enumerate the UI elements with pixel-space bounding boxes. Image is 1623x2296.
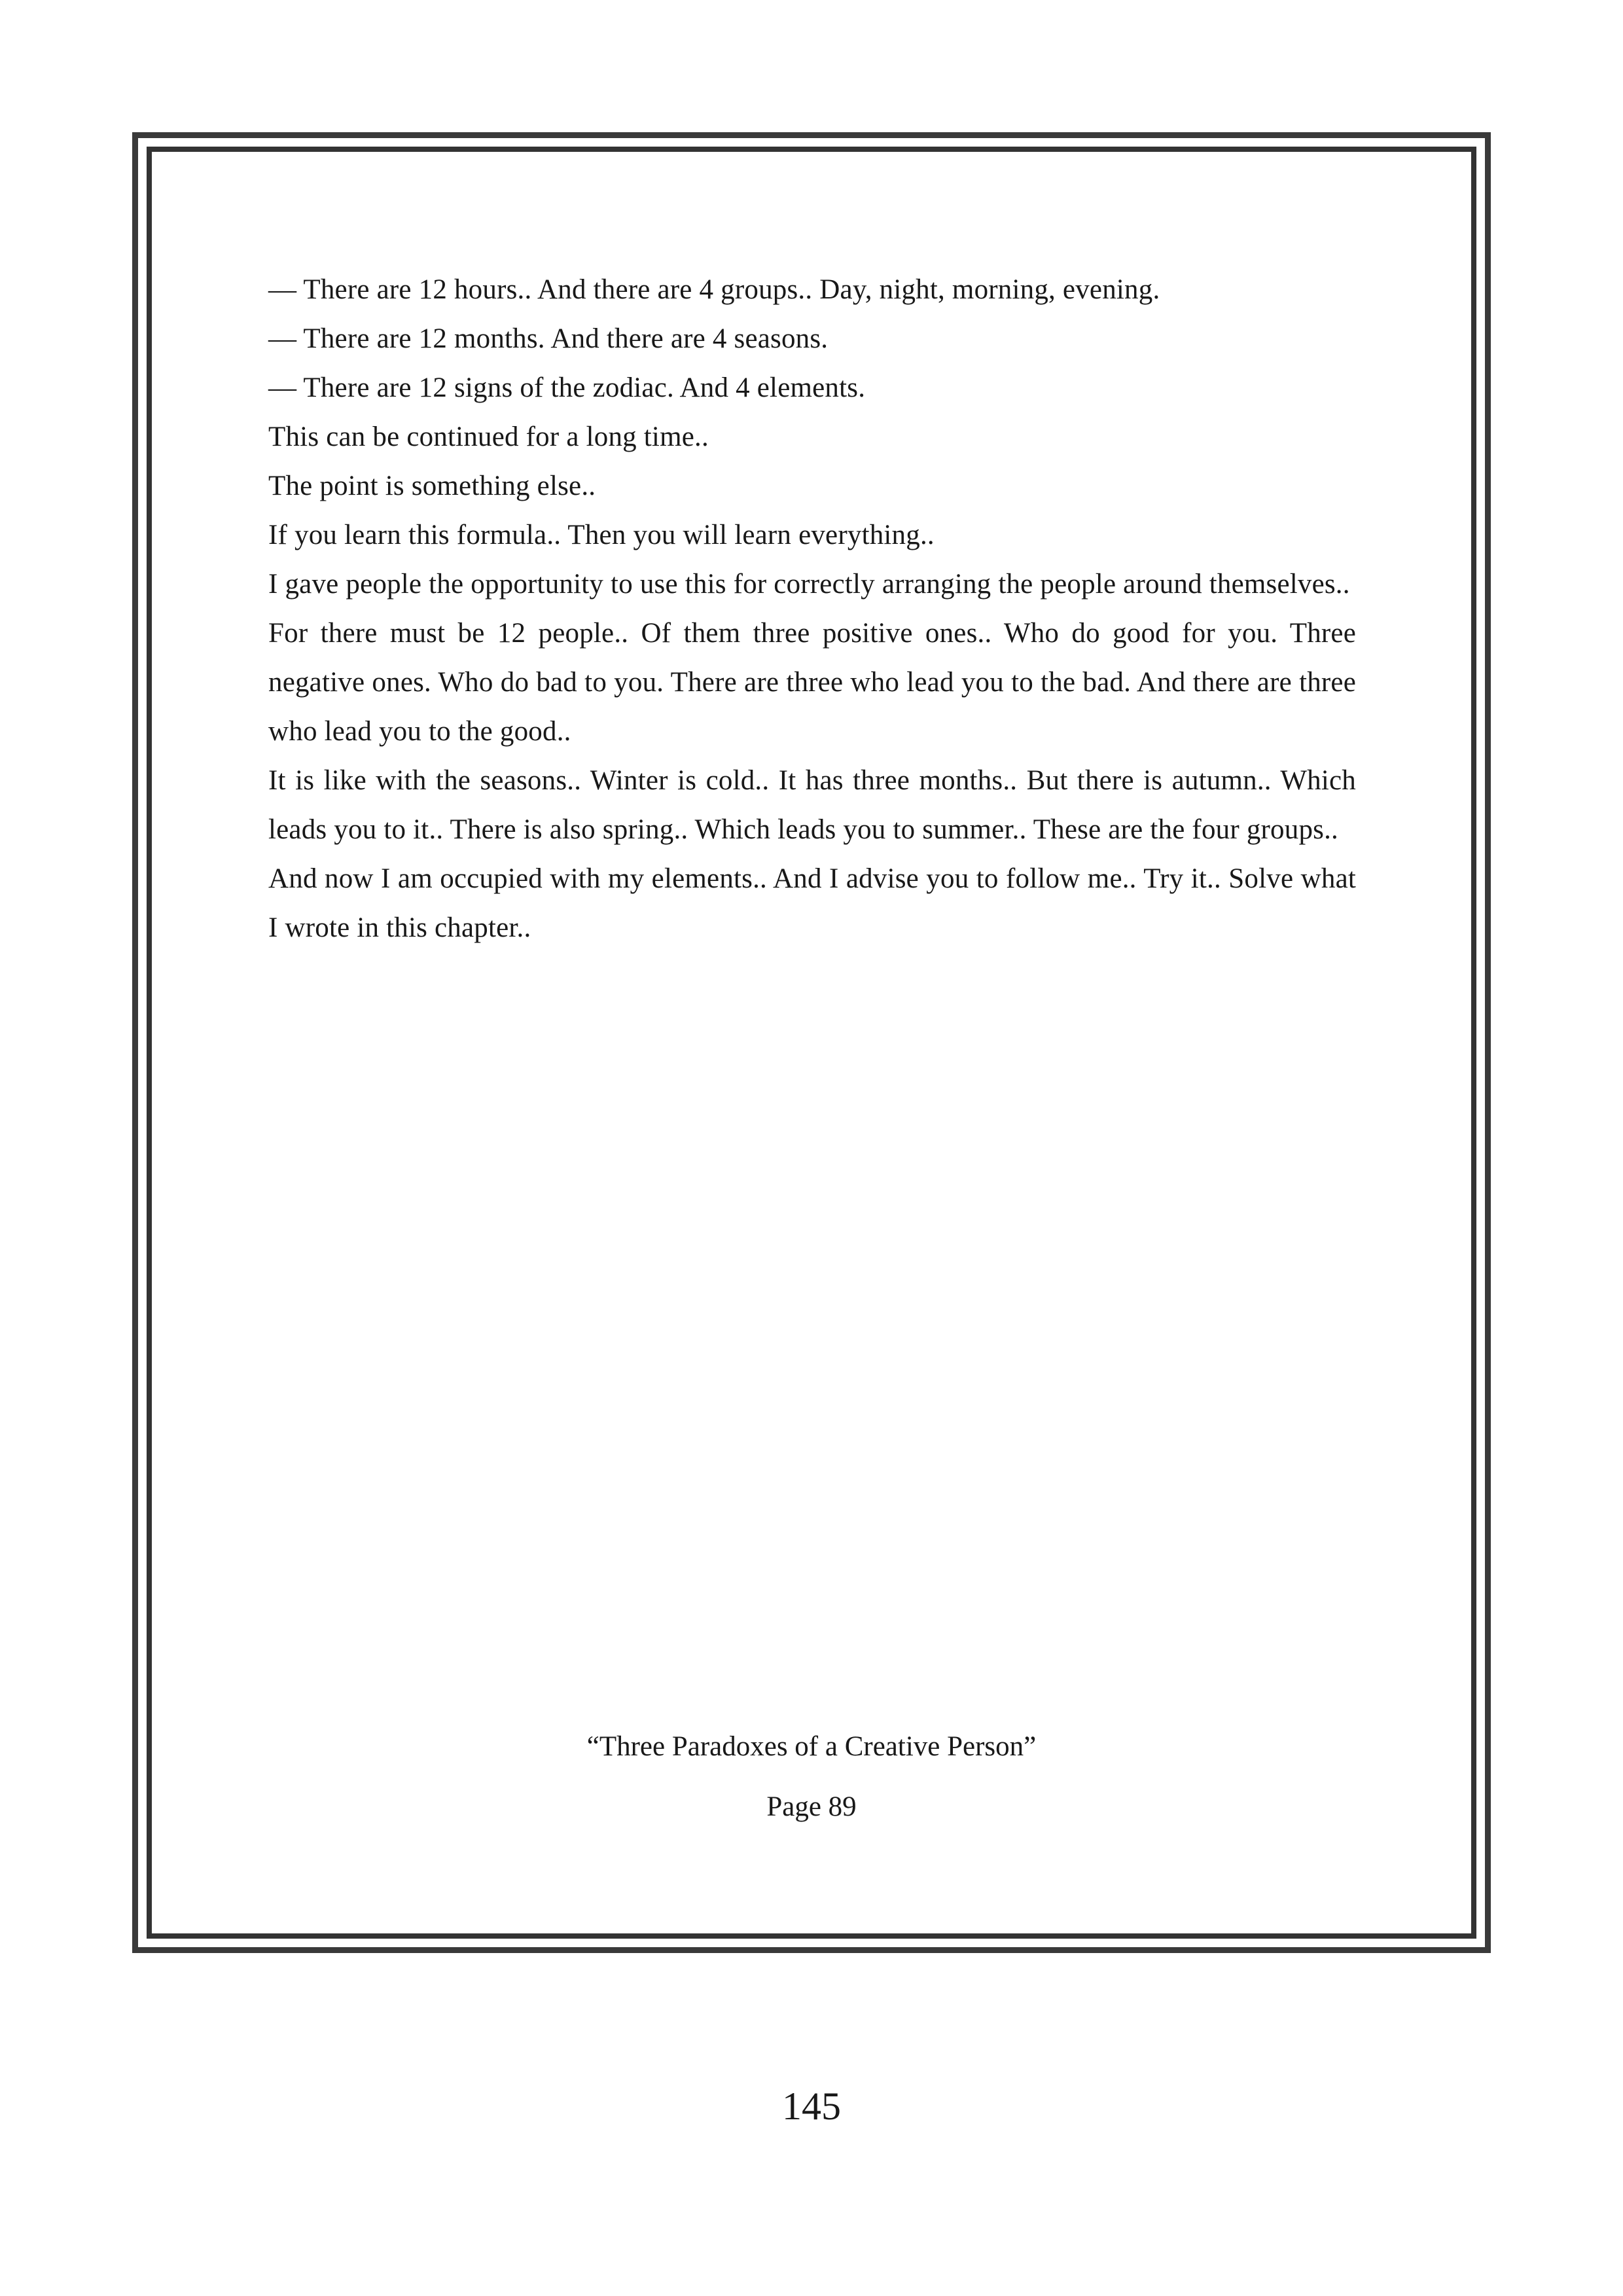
citation-title: “Three Paradoxes of a Creative Person” — [586, 1731, 1037, 1762]
citation-block — [0, 1717, 1623, 1837]
paragraph-continued: This can be continued for a long time.. — [268, 422, 709, 452]
citation-page-ref: Page 89 — [766, 1791, 857, 1822]
paragraph-gave-people: I gave people the opportunity to use this for correctly arranging the people around themselves.. — [268, 569, 1350, 600]
paragraph-dash-hours-groups: — There are 12 hours.. And there are 4 groups.. Day, night, morning, evening. — [268, 274, 1160, 305]
page-body-text — [268, 265, 1356, 952]
paragraph-elements-advice: And now I am occupied with my elements.. And I advise you to follow me.. Try it.. Solve what I wrote in this chapter.. — [268, 863, 1356, 943]
page-number: 145 — [782, 2085, 841, 2128]
paragraph-point: The point is something else.. — [268, 471, 596, 501]
paragraph-dash-zodiac-elements: — There are 12 signs of the zodiac. And 4 elements. — [268, 372, 866, 403]
paragraph-formula: If you learn this formula.. Then you will learn everything.. — [268, 520, 935, 550]
paragraph-twelve-people: For there must be 12 people.. Of them three positive ones.. Who do good for you. Three negative ones. Who do bad to you. There are three who lead you to the bad. And there are three who lead you to the good.. — [268, 618, 1356, 747]
paragraph-dash-months-seasons: — There are 12 months. And there are 4 seasons. — [268, 323, 829, 354]
paragraph-seasons-analogy: It is like with the seasons.. Winter is cold.. It has three months.. But there is autumn.. Which leads you to it.. There is also spring.. Which leads you to summer.. These are the four groups.. — [268, 765, 1356, 845]
